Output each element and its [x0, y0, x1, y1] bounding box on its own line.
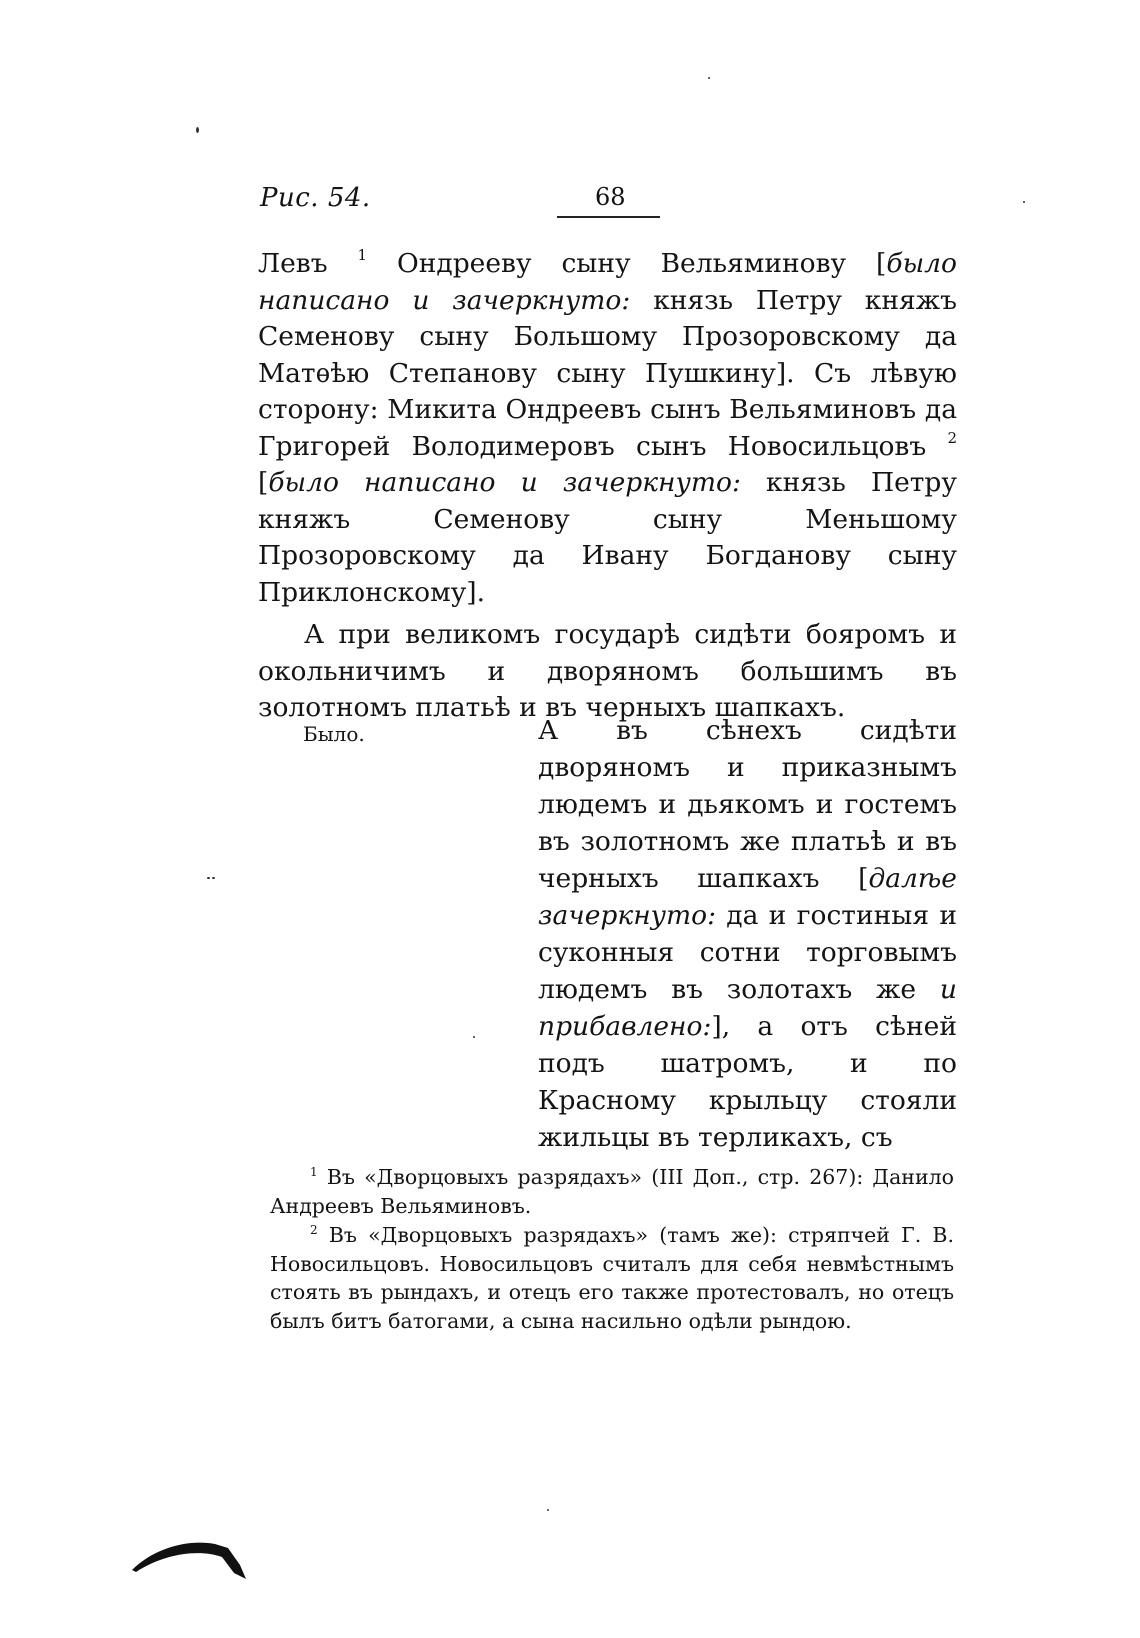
- footnote-marker: 1: [310, 1165, 318, 1179]
- page-number-rule: [557, 216, 660, 218]
- column-paragraph: [538, 712, 957, 1156]
- editorial-note: и прибавлено:: [538, 974, 957, 1042]
- scan-speck: [547, 1509, 549, 1511]
- text-run: ], а отъ сѣней подъ шатромъ, и по Красному крыльцу стояли жильцы въ терликахъ, съ: [538, 1011, 957, 1153]
- footnote-text: Въ «Дворцовыхъ разрядахъ» (III Доп., стр. 267): Данило Андреевъ Вельяминовъ.: [270, 1165, 954, 1218]
- footnote-text: Въ «Дворцовыхъ разрядахъ» (тамъ же): стряпчей Г. В. Новосильцовъ. Новосильцовъ считалъ для себя невмѣстнымъ стоять въ рындахъ, и отецъ его также протестовалъ, но отецъ былъ битъ батогами, а сына насильно одѣли рындою.: [270, 1223, 954, 1333]
- text-run: князь Петру княжъ Семенову сыну Большому Прозоровскому да Матѳѣю Степанову сыну Пушкину]. Съ лѣвую сторону: Микита Ондреевъ сынъ Вельяминовъ да Григорей Володимеровъ сынъ Новосильцовъ: [258, 284, 957, 462]
- text-run: да и гостиныя и суконныя сотни торговымъ людемъ въ золотахъ же: [538, 900, 957, 1005]
- paragraph-1: [258, 246, 957, 611]
- scan-speck: [207, 877, 210, 879]
- text-run: А въ сѣнехъ сидѣти дворяномъ и приказнымъ людемъ и дьякомъ и гостемъ въ золотномъ же платьѣ и въ черныхъ шапкахъ [: [538, 715, 957, 894]
- footnote-ref-1: 1: [357, 246, 368, 264]
- text-run: Левъ: [258, 248, 328, 279]
- page-number: 68: [595, 183, 626, 211]
- figure-label: Рис. 54.: [260, 183, 371, 213]
- text-run: [: [258, 467, 269, 498]
- editorial-note: далѣе зачеркнуто:: [538, 863, 957, 931]
- footnote-marker: 2: [310, 1223, 318, 1237]
- margin-note: Было.: [303, 722, 365, 746]
- footnotes: [270, 1163, 954, 1336]
- footnote-ref-2: 2: [947, 428, 957, 447]
- scan-speck: [212, 877, 215, 879]
- main-text: [258, 246, 957, 727]
- footnote-1: [270, 1163, 954, 1220]
- scan-speck: [473, 1036, 475, 1038]
- editorial-note: было написано и зачеркнуто:: [258, 248, 957, 316]
- footnote-2: [270, 1221, 954, 1335]
- ink-blot-mark: [130, 1535, 255, 1580]
- text-run: Ондрееву сыну Вельяминову [: [367, 248, 887, 279]
- scan-speck: [1023, 201, 1025, 203]
- text-run: князь Петру княжъ Семенову сыну Меньшому Прозоровскому да Ивану Богданову сыну Приклонскому].: [258, 467, 957, 608]
- paragraph-2: А при великомъ государѣ сидѣти бояромъ и окольничимъ и дворяномъ большимъ въ золотномъ платьѣ и въ черныхъ шапкахъ.: [258, 619, 957, 723]
- scan-speck: [708, 77, 710, 79]
- editorial-note: было написано и зачеркнуто:: [268, 467, 741, 498]
- scan-speck: [196, 127, 199, 133]
